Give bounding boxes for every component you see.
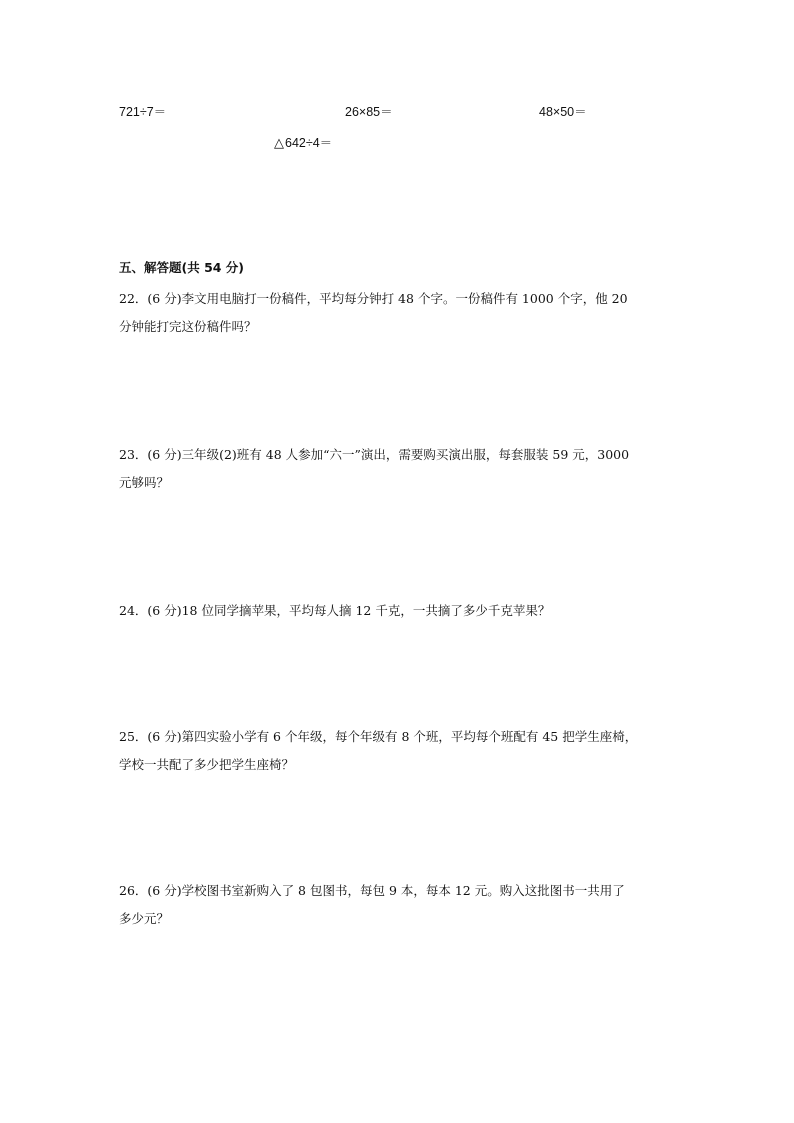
question-23-line-1: 23．(6 分)三年级(2)班有 48 人参加“六一”演出，需要购买演出服，每套服装 59 元，3000 (119, 447, 630, 462)
question-26-line-1: 26．(6 分)学校图书室新购入了 8 包图书，每包 9 本，每本 12 元。购入这批图书一共用了 (119, 883, 625, 898)
triangle-icon: △ (274, 135, 284, 150)
question-25-line-1: 25．(6 分)第四实验小学有 6 个年级，每个年级有 8 个班，平均每个班配有 45 把学生座椅， (119, 729, 638, 744)
question-26-line-2: 多少元？ (119, 911, 170, 926)
question-25-line-2: 学校一共配了多少把学生座椅？ (119, 757, 295, 772)
question-22 (119, 285, 679, 341)
calc-642-div-4 (274, 135, 332, 151)
question-23-line-2: 元够吗？ (119, 475, 170, 490)
question-25 (119, 723, 679, 779)
calc-48-times-50: 48×50＝ (539, 105, 587, 119)
question-24 (119, 597, 679, 625)
calc-26-times-85: 26×85＝ (345, 105, 393, 119)
calc-721-div-7: 721÷7＝ (119, 105, 167, 119)
section-title: 五、解答题(共 54 分) (119, 260, 245, 275)
calc-642-div-4-text: 642÷4＝ (285, 136, 333, 150)
question-23 (119, 441, 679, 497)
question-26 (119, 877, 679, 933)
question-22-line-1: 22．(6 分)李文用电脑打一份稿件，平均每分钟打 48 个字。一份稿件有 1000 个字，他 20 (119, 291, 628, 306)
question-22-line-2: 分钟能打完这份稿件吗？ (119, 319, 257, 334)
question-24-line-1: 24．(6 分)18 位同学摘苹果，平均每人摘 12 千克，一共摘了多少千克苹果？ (119, 603, 551, 618)
